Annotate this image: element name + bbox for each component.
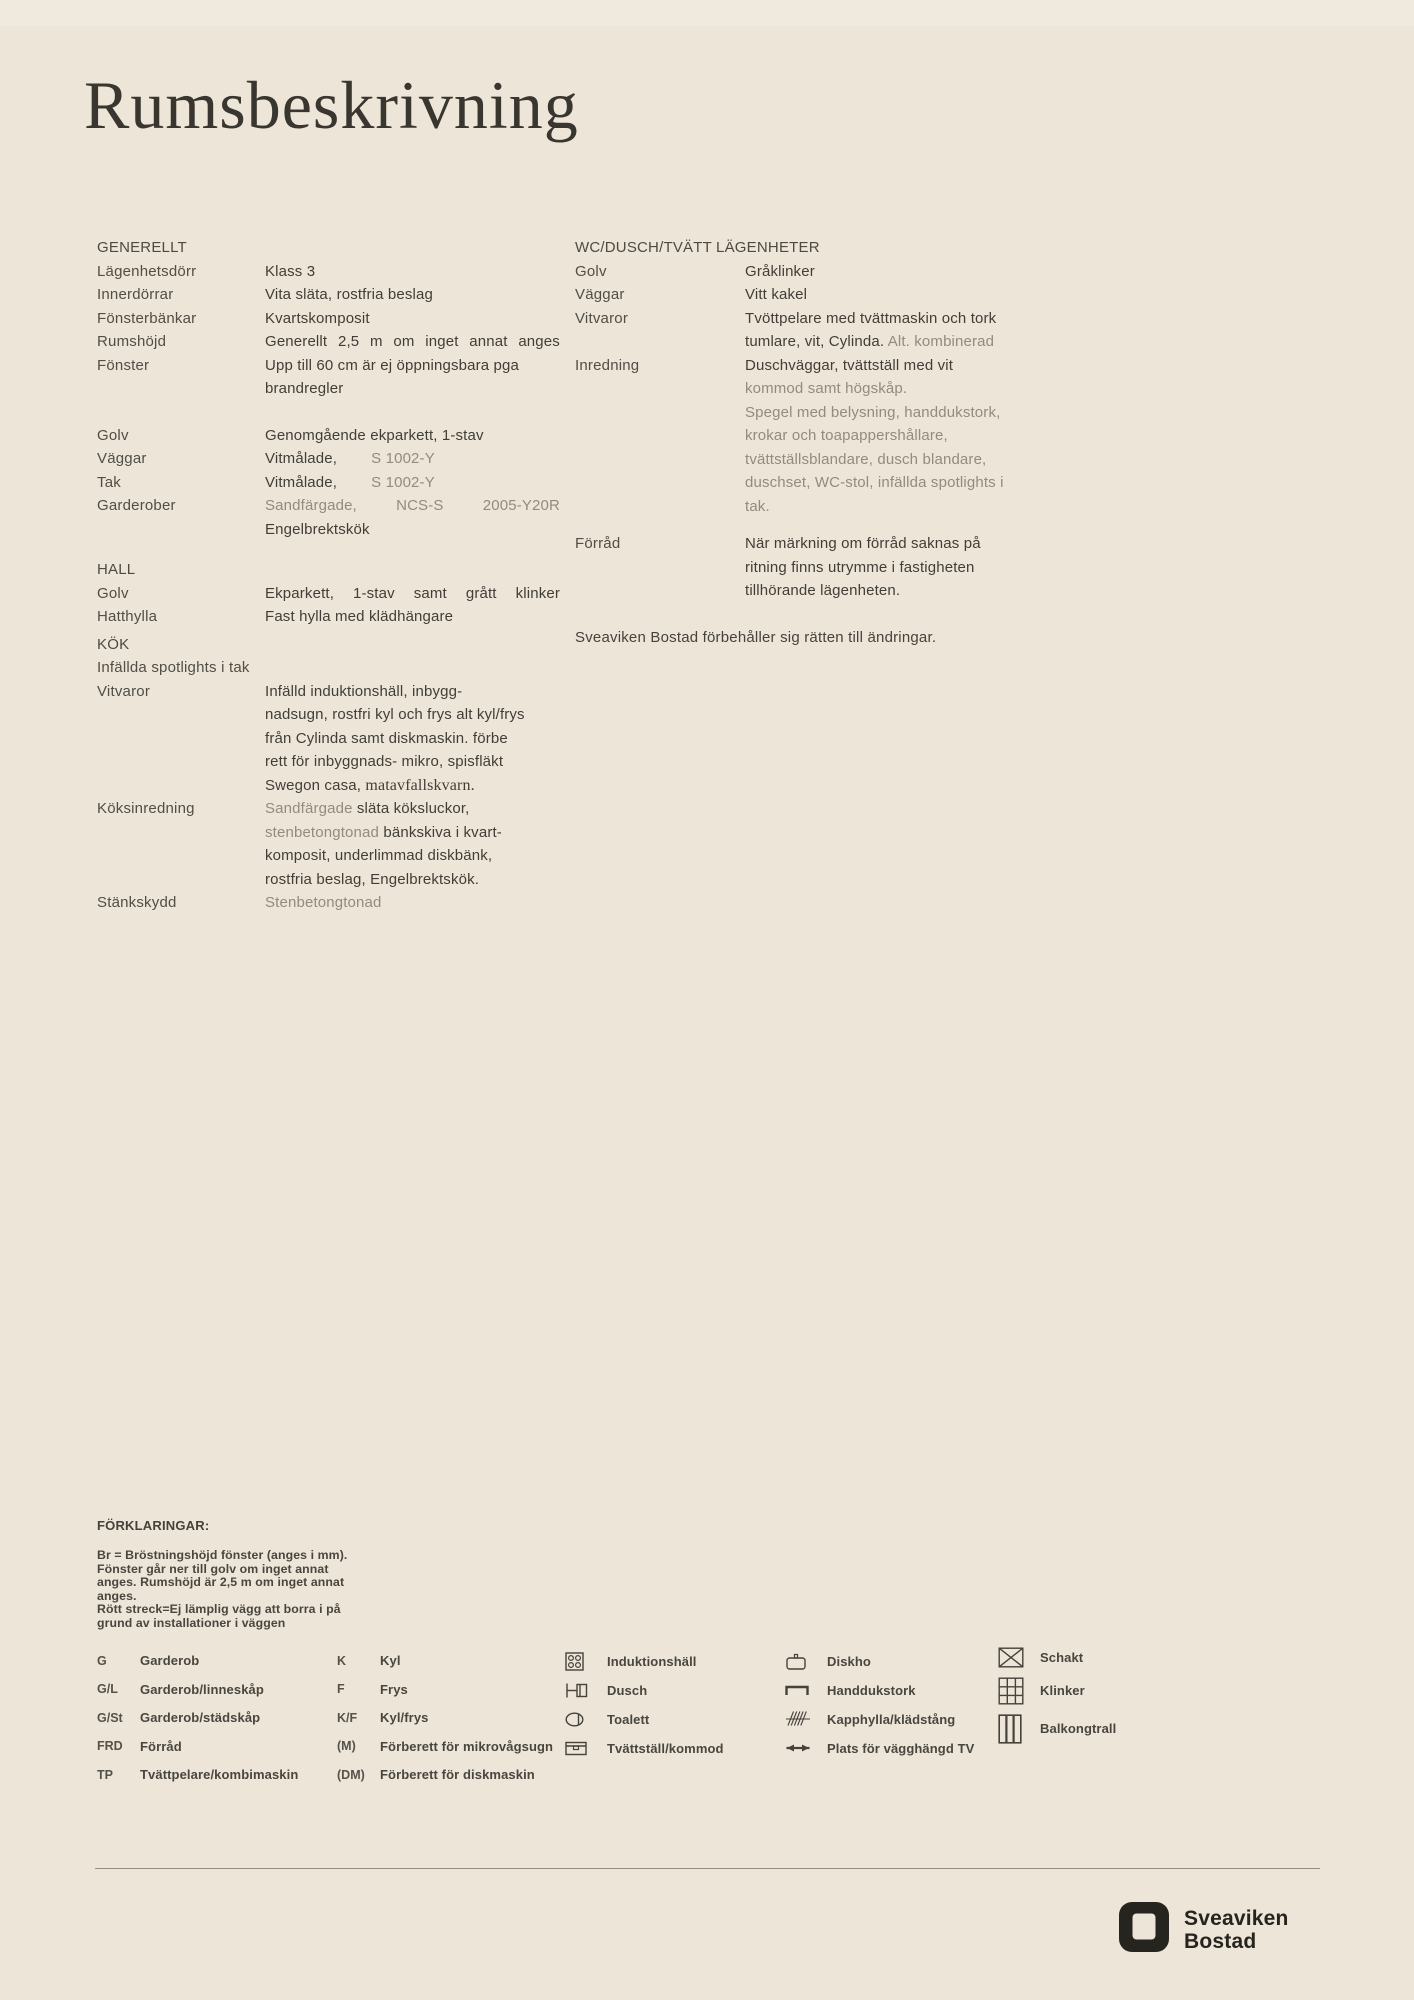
spec-label: Rumshöjd	[97, 333, 167, 350]
value-line	[745, 330, 1017, 354]
text-segment: klinker	[515, 584, 560, 602]
spec-label: Fönsterbänkar	[97, 309, 197, 327]
toilet-icon	[565, 1712, 607, 1727]
spec-label: Garderober	[97, 497, 176, 514]
legend-item	[337, 1704, 553, 1733]
spec-row	[97, 680, 560, 798]
column-left	[97, 236, 560, 915]
legend-item	[97, 1761, 298, 1790]
legend-label: Förberett för mikrovågsugn	[380, 1738, 554, 1754]
value-line	[265, 868, 560, 892]
spec-columns	[97, 236, 1025, 915]
text-segment: NCS-S	[396, 497, 444, 514]
value-line	[745, 424, 1017, 448]
spec-value	[265, 307, 560, 331]
spec-label: Vitvaror	[97, 682, 151, 700]
legend-label: Schakt	[1040, 1649, 1084, 1665]
legend-code-column	[97, 1647, 298, 1790]
note-line: Br = Bröstningshöjd fönster (anges i mm).	[97, 1548, 348, 1562]
spec-value	[745, 283, 1017, 307]
text-segment: matavfallskvarn.	[365, 776, 475, 794]
legend-label: Balkongtrall	[1040, 1721, 1117, 1737]
legend-label: Förråd	[140, 1738, 182, 1754]
text-segment: Kvartskomposit	[265, 309, 370, 327]
spec-value	[265, 260, 560, 284]
shaft-icon	[998, 1647, 1040, 1668]
sink-icon	[785, 1653, 827, 1670]
text-segment: Infälld induktionshäll, inbygg-	[265, 682, 463, 700]
text-segment: Fast hylla med klädhängare	[265, 608, 454, 625]
value-line	[745, 448, 1017, 472]
spec-value	[745, 354, 1017, 519]
legend-item	[565, 1647, 724, 1676]
value-line	[745, 354, 1017, 378]
text-segment: 2005-Y20R	[482, 497, 560, 514]
spec-value	[265, 283, 560, 307]
value-line	[745, 579, 1017, 603]
spec-value	[265, 424, 560, 448]
spec-label: Infällda spotlights i tak	[97, 659, 250, 676]
spec-label: Väggar	[575, 286, 625, 303]
spec-row	[575, 354, 1025, 519]
spec-label: Innerdörrar	[97, 286, 174, 303]
text-segment: annat	[469, 333, 508, 350]
legend-code-column	[337, 1647, 553, 1790]
text-segment: brandregler	[265, 380, 344, 397]
value-line	[745, 401, 1017, 425]
brand	[1118, 1901, 1289, 1958]
legend-code: TP	[97, 1767, 113, 1782]
wall-tv-icon	[785, 1743, 827, 1753]
spec-block	[97, 633, 560, 915]
spec-row	[97, 307, 560, 331]
spec-value	[265, 797, 560, 891]
doc-title: Rumsbeskrivning	[84, 67, 579, 143]
text-segment: från Cylinda samt diskmaskin. förbe	[265, 729, 508, 747]
text-segment: Sandfärgade,	[265, 497, 357, 514]
text-segment: rostfria beslag, Engelbrektskök.	[265, 870, 480, 888]
spec-label: Lägenhetsdörr	[97, 262, 197, 280]
value-line	[265, 260, 560, 284]
legend-label: Klinker	[1040, 1683, 1085, 1699]
sveaviken-logo-icon	[1118, 1901, 1170, 1958]
legend-label: Toalett	[607, 1711, 650, 1727]
text-segment: Tvöttpelare med tvättmaskin och tork	[745, 309, 997, 327]
legend-icon-column	[785, 1647, 974, 1763]
note-line: grund av installationer i väggen	[97, 1615, 286, 1630]
text-segment: Ekparkett,	[265, 584, 335, 602]
legend-item	[998, 1677, 1116, 1705]
value-line	[265, 447, 560, 471]
text-segment: Gråklinker	[745, 262, 815, 280]
section-heading: HALL	[97, 561, 136, 578]
note-line: anges.	[97, 1588, 137, 1603]
note-line: anges. Rumshöjd är 2,5 m om inget annat	[97, 1575, 345, 1590]
legend-label: Induktionshäll	[607, 1653, 697, 1669]
divider	[95, 1868, 1320, 1869]
legend-code: G/L	[97, 1682, 118, 1697]
spec-label: Vitvaror	[575, 309, 629, 327]
shower-icon	[565, 1682, 607, 1699]
section-heading: KÖK	[97, 635, 130, 653]
decking-icon	[998, 1714, 1040, 1744]
spec-label: Golv	[575, 262, 607, 280]
legend-item	[337, 1732, 553, 1761]
legend-code: (M)	[337, 1739, 356, 1754]
text-segment: Upp till 60 cm är ej öppningsbara pga	[265, 356, 520, 374]
legend-title: FÖRKLARINGAR:	[97, 1518, 210, 1533]
legend-code: FRD	[97, 1739, 123, 1754]
text-segment: tillhörande lägenheten.	[745, 582, 901, 599]
brand-name	[1184, 1907, 1289, 1953]
text-segment: nadsugn, rostfri kyl och frys alt kyl/frys	[265, 706, 525, 723]
spec-row	[97, 471, 560, 495]
spec-row	[97, 582, 560, 606]
spec-value	[265, 354, 560, 401]
text-segment: S 1002-Y	[371, 450, 435, 467]
tiles-icon	[998, 1677, 1040, 1705]
spec-label: Tak	[97, 473, 121, 491]
text-segment: släta köksluckor,	[356, 800, 470, 817]
legend-item	[97, 1647, 298, 1676]
legend-item	[337, 1675, 553, 1704]
spec-label: Inredning	[575, 356, 640, 374]
spec-row	[97, 797, 560, 891]
value-line	[745, 283, 1017, 307]
text-segment: m	[370, 333, 383, 350]
legend-item	[785, 1676, 974, 1705]
text-segment: 2,5	[337, 333, 360, 350]
text-segment: Engelbrektskök	[265, 520, 370, 538]
spec-label: Stänkskydd	[97, 894, 177, 911]
legend-code: K	[337, 1653, 347, 1668]
legend-label: Kyl/frys	[380, 1710, 429, 1726]
legend-label: Kapphylla/klädstång	[827, 1711, 956, 1727]
spec-label: Hatthylla	[97, 608, 158, 625]
legend-item	[97, 1732, 298, 1761]
spec-value	[745, 532, 1017, 603]
text-segment: Swegon casa,	[265, 776, 362, 794]
value-line	[265, 703, 560, 727]
legend-item	[785, 1647, 974, 1676]
legend-label: Handdukstork	[827, 1682, 916, 1698]
legend-code: K/F	[337, 1710, 358, 1725]
spec-value	[265, 605, 560, 629]
spec-label: Köksinredning	[97, 800, 195, 817]
value-line	[265, 354, 560, 378]
legend-item	[97, 1704, 298, 1733]
legend-item	[337, 1761, 553, 1790]
towel-rail-icon	[785, 1684, 827, 1696]
spec-row	[97, 494, 560, 541]
text-segment: Generellt	[265, 333, 328, 350]
spec-value	[745, 307, 1017, 354]
legend-label: Plats för vägghängd TV	[827, 1740, 975, 1756]
legend-label: Förberett för diskmaskin	[380, 1767, 535, 1783]
legend	[97, 1518, 1347, 1797]
text-segment: Vita släta, rostfria beslag	[265, 286, 434, 303]
legend-label: Garderob/städskåp	[140, 1710, 261, 1726]
value-line	[745, 495, 1017, 519]
scan-edge	[0, 0, 1414, 26]
legend-code: G	[97, 1653, 107, 1668]
text-segment: Vitmålade,	[265, 473, 338, 491]
legend-label: Kyl	[380, 1653, 401, 1669]
text-segment: komposit, underlimmad diskbänk,	[265, 847, 493, 864]
spec-block	[97, 236, 560, 401]
spec-row	[97, 656, 560, 680]
legend-label: Tvättpelare/kombimaskin	[140, 1767, 299, 1783]
spec-row	[575, 532, 1025, 603]
value-line	[265, 330, 560, 354]
spec-label: Väggar	[97, 450, 147, 467]
text-segment: Sandfärgade	[265, 800, 353, 817]
value-line	[265, 377, 560, 401]
text-segment: rett för inbyggnads- mikro, spisfläkt	[265, 753, 504, 770]
value-line	[265, 821, 560, 845]
column-right	[575, 236, 1025, 915]
brand-name-line2: Bostad	[1184, 1929, 1257, 1953]
value-line	[745, 377, 1017, 401]
value-line	[265, 727, 560, 751]
disclaimer: Sveaviken Bostad förbehåller sig rätten till ändringar.	[575, 628, 937, 646]
value-line	[265, 844, 560, 868]
legend-code: G/St	[97, 1710, 123, 1725]
text-segment: duschset, WC-stol, infällda spotlights i	[745, 474, 1004, 491]
value-line	[265, 518, 560, 542]
spec-value	[265, 582, 560, 606]
text-segment: Vitmålade,	[265, 450, 338, 467]
spec-row	[575, 260, 1025, 284]
legend-item	[785, 1705, 974, 1734]
text-segment: krokar och toapappershållare,	[745, 427, 948, 444]
spec-row	[97, 283, 560, 307]
spec-row	[97, 330, 560, 354]
legend-label: Garderob/linneskåp	[140, 1681, 264, 1697]
legend-notes	[97, 1549, 367, 1631]
spec-value	[265, 447, 560, 471]
text-segment: ritning finns utrymme i fastigheten	[745, 558, 975, 576]
legend-code: F	[337, 1682, 345, 1697]
text-segment: bänkskiva i kvart-	[383, 823, 502, 841]
text-segment: 1-stav	[353, 584, 395, 602]
spec-row	[97, 447, 560, 471]
spec-row	[97, 354, 560, 401]
text-segment: inget	[425, 333, 459, 350]
induction-hob-icon	[565, 1652, 607, 1671]
legend-icon-column	[998, 1647, 1116, 1753]
value-line	[265, 283, 560, 307]
legend-code: (DM)	[337, 1767, 365, 1782]
spec-block	[97, 558, 560, 629]
spec-label: Golv	[97, 584, 129, 602]
value-line	[745, 307, 1017, 331]
legend-item	[998, 1647, 1116, 1668]
spec-block	[575, 236, 1025, 603]
spec-label: Förråd	[575, 535, 621, 552]
section-heading: WC/DUSCH/TVÄTT LÄGENHETER	[575, 239, 820, 256]
value-line	[745, 556, 1017, 580]
value-line	[265, 750, 560, 774]
text-segment: Spegel med belysning, handdukstork,	[745, 403, 1001, 421]
coat-rack-icon	[785, 1709, 827, 1729]
brand-name-line1: Sveaviken	[1184, 1906, 1289, 1930]
section-heading: GENERELLT	[97, 239, 187, 256]
text-segment: stenbetongtonad	[265, 823, 380, 841]
value-line	[745, 260, 1017, 284]
value-line	[265, 797, 560, 821]
text-segment: Stenbetongtonad	[265, 894, 382, 911]
value-line	[265, 891, 560, 915]
value-line	[265, 774, 560, 798]
spec-value	[265, 471, 560, 495]
legend-item	[998, 1714, 1116, 1744]
value-line	[265, 605, 560, 629]
value-line	[265, 680, 560, 704]
note-line: Fönster går ner till golv om inget annat	[97, 1561, 329, 1576]
legend-label: Dusch	[607, 1682, 648, 1698]
legend-item	[565, 1705, 724, 1734]
note-line: Rött streck=Ej lämplig vägg att borra i på	[97, 1602, 341, 1617]
value-line	[265, 471, 560, 495]
spec-row	[97, 424, 560, 448]
legend-item	[565, 1676, 724, 1705]
spec-value	[265, 494, 560, 541]
text-segment: tak.	[745, 497, 770, 515]
value-line	[745, 471, 1017, 495]
legend-label: Garderob	[140, 1653, 200, 1669]
value-line	[265, 582, 560, 606]
value-line	[265, 424, 560, 448]
text-segment: anges	[518, 333, 560, 350]
legend-label: Diskho	[827, 1653, 871, 1669]
text-segment: tumlare, vit, Cylinda.	[745, 333, 885, 350]
spec-label: Fönster	[97, 356, 150, 374]
legend-item	[337, 1647, 553, 1676]
legend-item	[97, 1675, 298, 1704]
text-segment: samt	[413, 584, 447, 602]
text-segment: grått	[465, 584, 497, 602]
spec-value	[745, 260, 1017, 284]
spec-row	[575, 307, 1025, 354]
spec-block	[97, 424, 560, 542]
text-segment: tvättställsblandare, dusch blandare,	[745, 450, 987, 468]
value-line	[265, 307, 560, 331]
text-segment: Vitt kakel	[745, 286, 808, 303]
spec-label: Golv	[97, 426, 129, 444]
value-line	[265, 494, 560, 518]
washbasin-icon	[565, 1741, 607, 1756]
spec-row	[97, 260, 560, 284]
text-segment: Duschväggar, tvättställ med vit	[745, 356, 954, 374]
spec-row	[97, 891, 560, 915]
spec-row	[97, 605, 560, 629]
legend-item	[565, 1734, 724, 1763]
spec-value	[265, 330, 560, 354]
legend-item	[785, 1734, 974, 1763]
text-segment: kommod samt högskåp.	[745, 380, 908, 397]
text-segment: Genomgående ekparkett, 1-stav	[265, 426, 484, 444]
legend-label: Tvättställ/kommod	[607, 1740, 724, 1756]
value-line	[745, 532, 1017, 556]
legend-icon-column	[565, 1647, 724, 1763]
legend-grid	[97, 1647, 1347, 1797]
text-segment: S 1002-Y	[371, 473, 435, 491]
legend-label: Frys	[380, 1681, 408, 1697]
spec-row	[575, 283, 1025, 307]
text-segment: Alt. kombinerad	[887, 333, 995, 350]
text-segment: Klass 3	[265, 262, 316, 280]
text-segment: om	[393, 333, 415, 350]
text-segment: När märkning om förråd saknas på	[745, 535, 981, 552]
spec-value	[265, 891, 560, 915]
spec-value	[265, 680, 560, 798]
